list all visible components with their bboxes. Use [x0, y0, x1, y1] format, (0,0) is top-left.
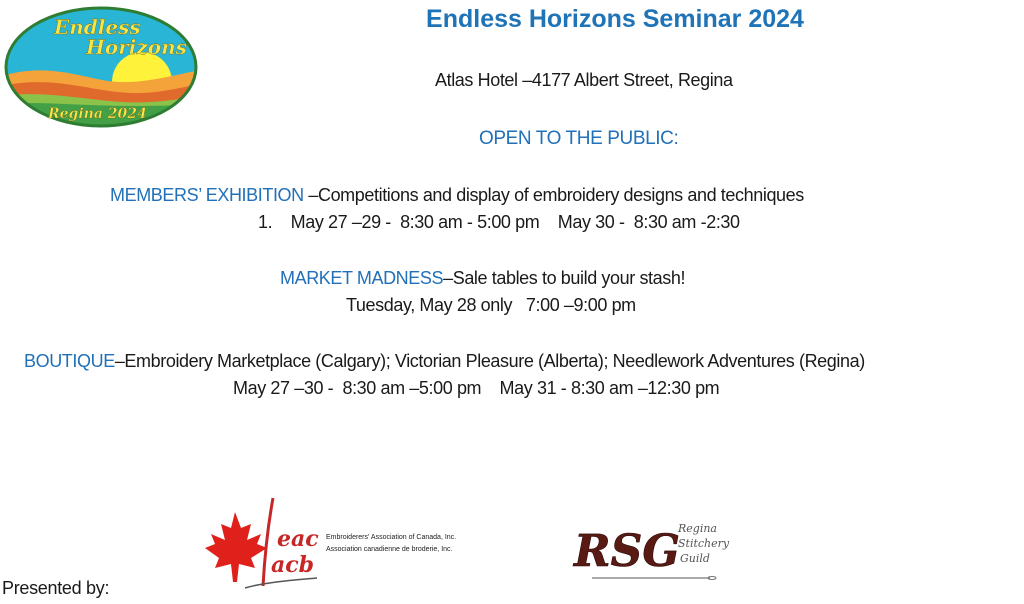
- eac-name-en: Embroiderers' Association of Canada, Inc.: [326, 534, 457, 541]
- logo-line3: Regina 2024: [48, 106, 147, 122]
- eac-mark-bottom: acb: [271, 552, 315, 578]
- maple-leaf-icon: [205, 512, 267, 582]
- logo-line2: Horizons: [86, 35, 187, 59]
- boutique-line: [24, 351, 865, 372]
- rsg-letters: RSG: [574, 526, 680, 577]
- market-desc: –Sale tables to build your stash!: [443, 268, 686, 288]
- eac-name-fr: Association canadienne de broderie, Inc.: [326, 546, 453, 553]
- eac-logo: [205, 490, 335, 594]
- boutique-label: BOUTIQUE: [24, 351, 115, 371]
- market-madness-line: [280, 268, 685, 289]
- rsg-line1: Regina: [678, 522, 717, 535]
- open-heading: OPEN TO THE PUBLIC:: [479, 128, 679, 149]
- rsg-logo: [572, 512, 732, 588]
- boutique-desc: –Embroidery Marketplace (Calgary); Victorian Pleasure (Alberta); Needlework Adventures (Regina): [114, 351, 865, 371]
- members-exhibition-line: [110, 185, 804, 206]
- presented-by: Presented by:: [2, 578, 110, 598]
- boutique-schedule: May 27 –30 - 8:30 am –5:00 pm May 31 - 8:30 am –12:30 pm: [233, 378, 720, 398]
- logo-line1: Endless: [54, 15, 141, 39]
- market-label: MARKET MADNESS: [280, 268, 444, 288]
- members-label: MEMBERS’ EXHIBITION: [110, 185, 309, 205]
- page-title: Endless Horizons Seminar 2024: [426, 5, 804, 33]
- rsg-line2: Stitchery: [678, 537, 730, 550]
- rsg-line3: Guild: [680, 552, 710, 565]
- eac-mark-top: eac: [277, 526, 319, 552]
- members-desc: –Competitions and display of embroidery designs and techniques: [308, 185, 804, 205]
- market-schedule: Tuesday, May 28 only 7:00 –9:00 pm: [346, 295, 636, 315]
- venue: Atlas Hotel –4177 Albert Street, Regina: [435, 70, 733, 90]
- members-schedule: 1. May 27 –29 - 8:30 am - 5:00 pm May 30 - 8:30 am -2:30: [258, 212, 740, 232]
- endless-horizons-logo: [2, 4, 200, 130]
